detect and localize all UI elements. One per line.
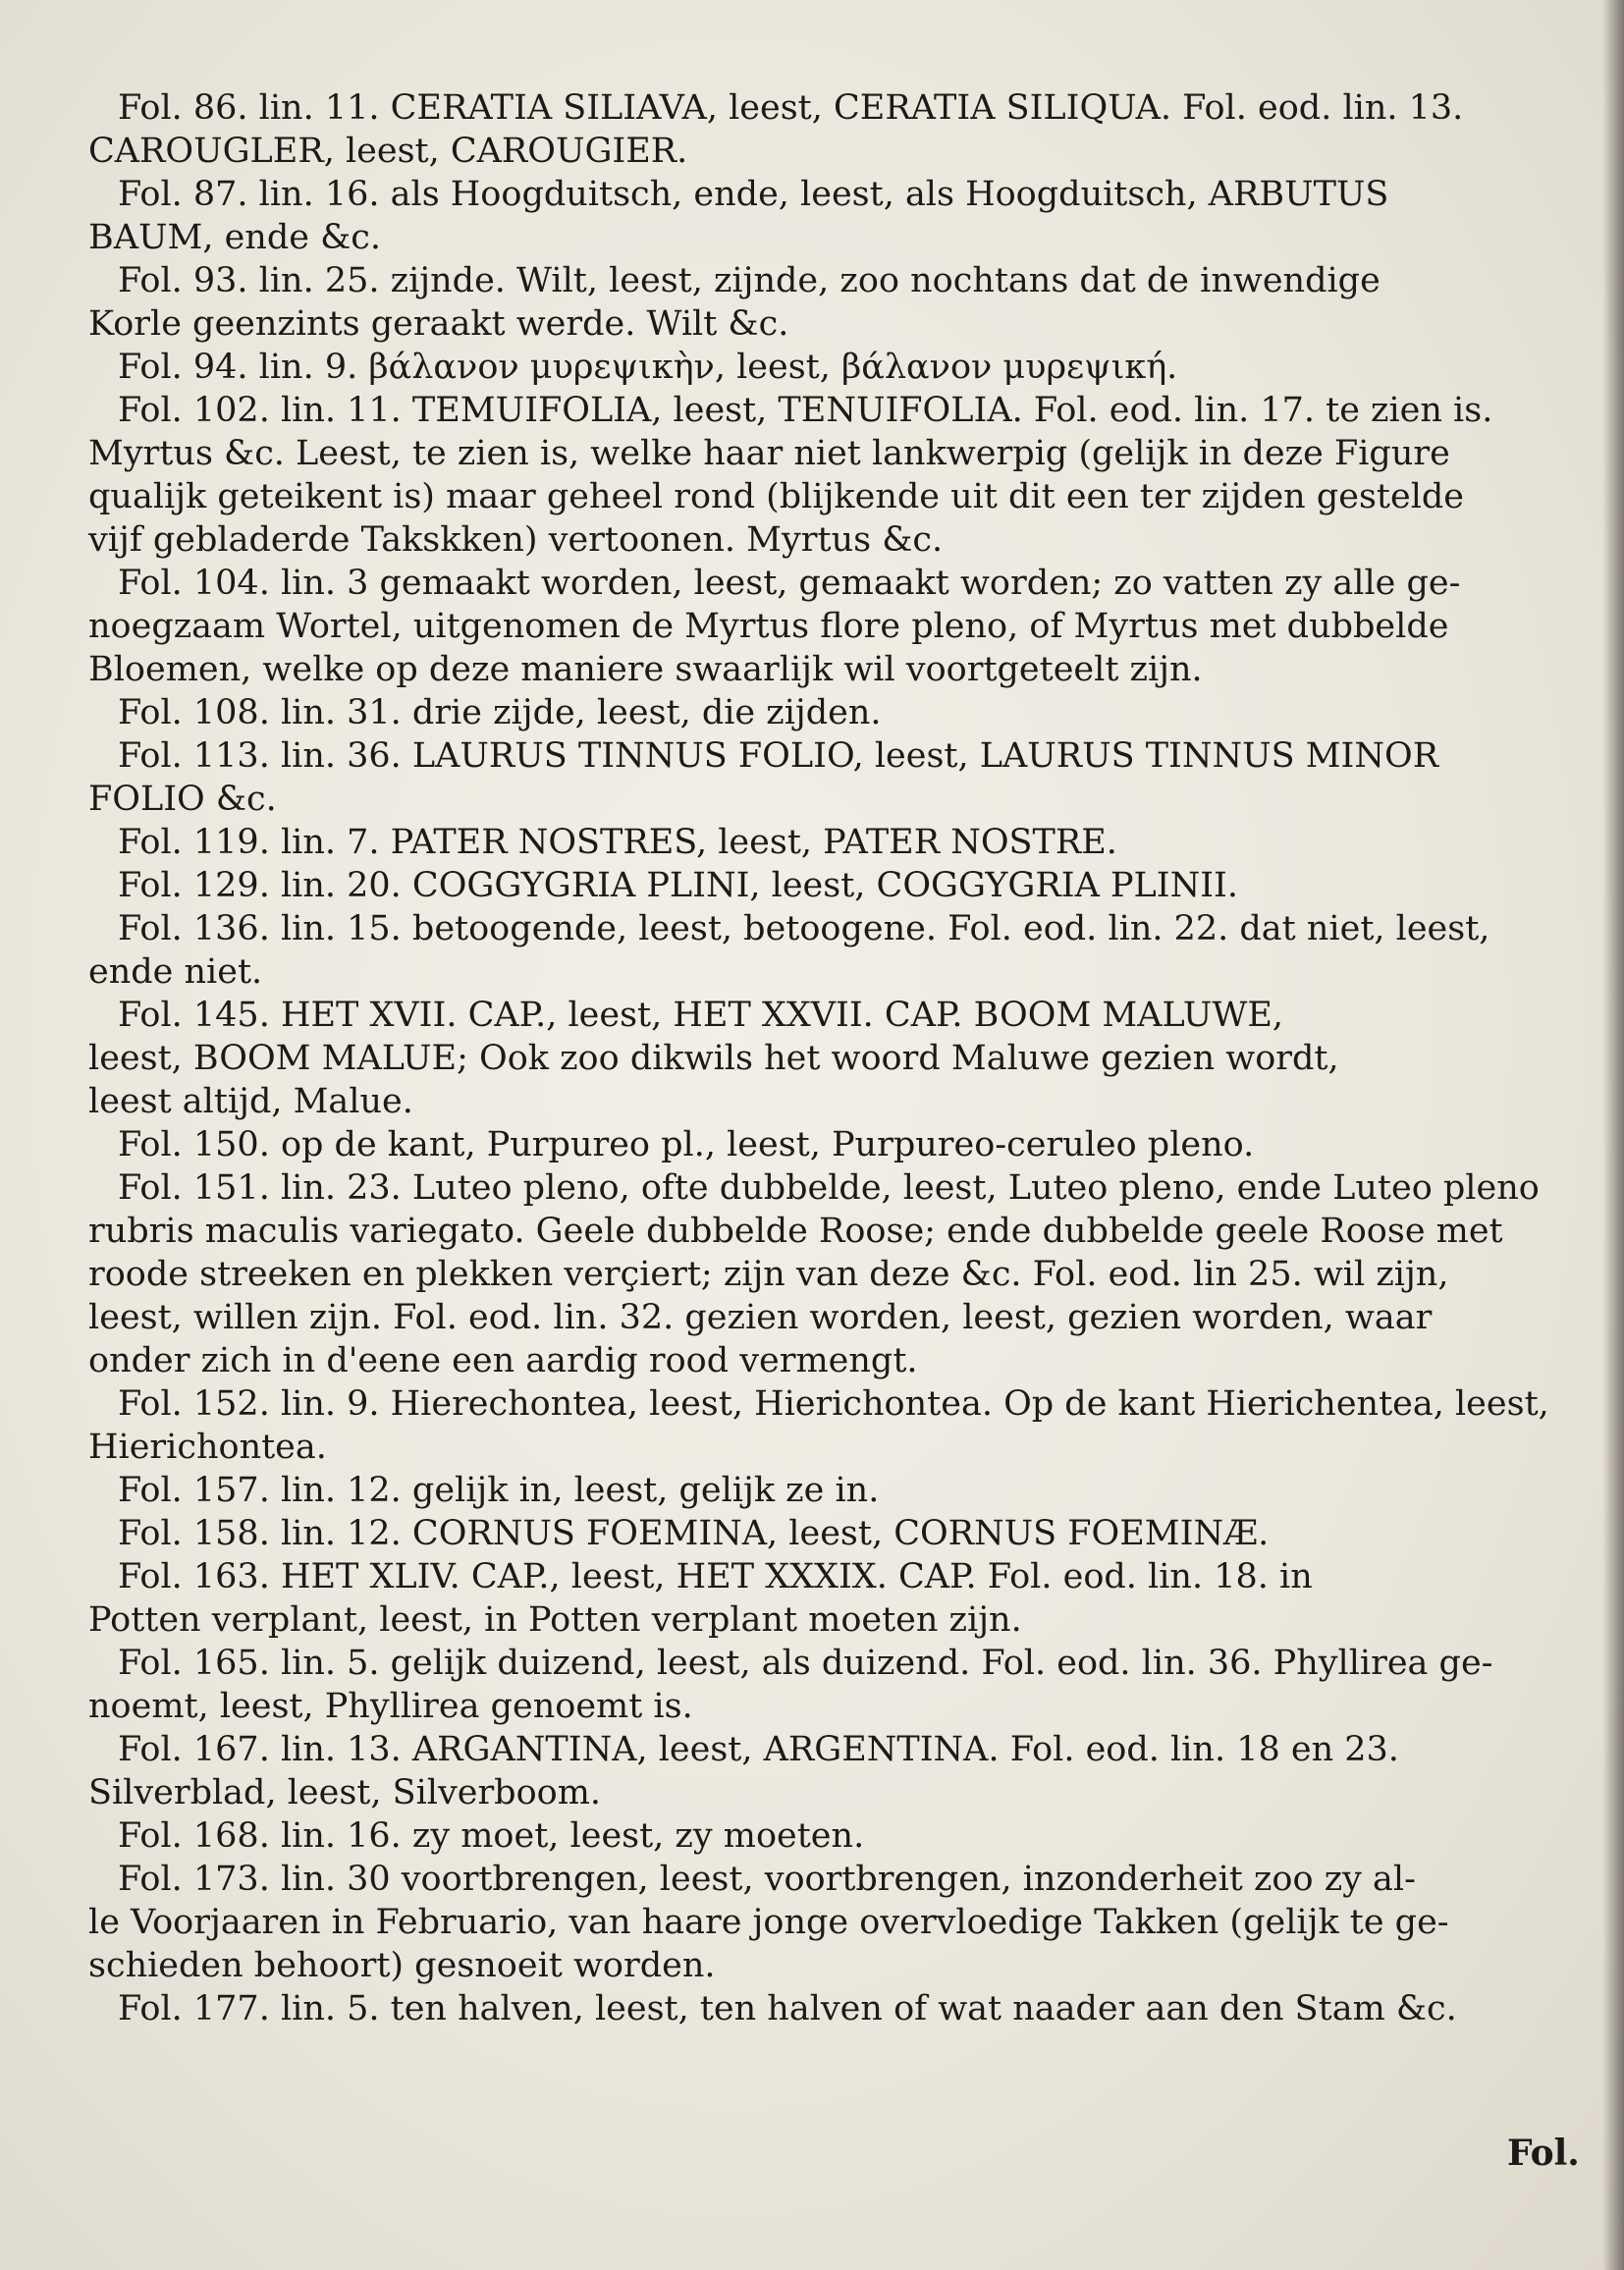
text-line: roode streeken en plekken verçiert; zijn van deze &c. Fol. eod. lin 25. wil zijn, [88,1255,1449,1294]
text-line: Fol. 87. lin. 16. als Hoogduitsch, ende, leest, als Hoogduitsch, ARBUTUS [118,175,1389,214]
text-line: leest altijd, Malue. [88,1082,413,1121]
errata-text [88,86,1581,2030]
text-line: noegzaam Wortel, uitgenomen de Myrtus flore pleno, of Myrtus met dubbelde [88,607,1449,646]
text-line: BAUM, ende &c. [88,218,381,257]
text-line: Fol. 94. lin. 9. βάλανον μυρεψικὴν, leest, βάλανον μυρεψική. [118,348,1178,387]
text-line: leest, BOOM MALUE; Ook zoo dikwils het woord Maluwe gezien wordt, [88,1039,1339,1078]
text-line: le Voorjaaren in Februario, van haare jonge overvloedige Takken (gelijk te ge- [88,1903,1449,1942]
text-line: Fol. 152. lin. 9. Hierechontea, leest, Hierichontea. Op de kant Hierichentea, leest, [118,1384,1549,1424]
text-line: Silverblad, leest, Silverboom. [88,1773,602,1812]
text-line: Fol. 129. lin. 20. COGGYGRIA PLINI, leest, COGGYGRIA PLINII. [118,866,1238,905]
text-line: Hierichontea. [88,1428,327,1467]
text-line: Fol. 104. lin. 3 gemaakt worden, leest, gemaakt worden; zo vatten zy alle ge- [118,564,1461,603]
text-line: Potten verplant, leest, in Potten verplant moeten zijn. [88,1600,1022,1640]
text-line: Fol. 158. lin. 12. CORNUS FOEMINA, leest, CORNUS FOEMINÆ. [118,1514,1270,1553]
text-line: Fol. 173. lin. 30 voortbrengen, leest, voortbrengen, inzonderheit zoo zy al- [118,1860,1416,1899]
text-line: Bloemen, welke op deze maniere swaarlijk wil voortgeteelt zijn. [88,650,1203,689]
catchword: Fol. [1507,2133,1580,2174]
text-line: CAROUGLER, leest, CAROUGIER. [88,132,688,171]
text-line: onder zich in d'eene een aardig rood vermengt. [88,1341,918,1380]
text-line: Korle geenzints geraakt werde. Wilt &c. [88,304,789,344]
text-line: Fol. 177. lin. 5. ten halven, leest, ten halven of wat naader aan den Stam &c. [118,1989,1457,2028]
text-line: Fol. 113. lin. 36. LAURUS TINNUS FOLIO, leest, LAURUS TINNUS MINOR [118,736,1439,776]
text-line: ende niet. [88,952,263,992]
text-line: noemt, leest, Phyllirea genoemt is. [88,1687,693,1726]
text-line: Fol. 150. op de kant, Purpureo pl., leest, Purpureo-ceruleo pleno. [118,1125,1255,1164]
text-line: FOLIO &c. [88,780,277,819]
text-line: Fol. 119. lin. 7. PATER NOSTRES, leest, PATER NOSTRE. [118,823,1117,862]
text-line: rubris maculis variegato. Geele dubbelde Roose; ende dubbelde geele Roose met [88,1212,1503,1251]
text-line: vijf gebladerde Takskken) vertoonen. Myrtus &c. [88,520,944,560]
text-line: Fol. 93. lin. 25. zijnde. Wilt, leest, zijnde, zoo nochtans dat de inwendige [118,261,1380,300]
text-line: Fol. 86. lin. 11. CERATIA SILIAVA, leest, CERATIA SILIQUA. Fol. eod. lin. 13. [118,88,1464,128]
text-line: Fol. 168. lin. 16. zy moet, leest, zy moeten. [118,1816,865,1856]
page-gutter-shadow [1602,0,1624,2270]
text-line: Myrtus &c. Leest, te zien is, welke haar niet lankwerpig (gelijk in deze Figure [88,434,1450,473]
text-line: Fol. 167. lin. 13. ARGANTINA, leest, ARGENTINA. Fol. eod. lin. 18 en 23. [118,1730,1399,1769]
text-line: Fol. 157. lin. 12. gelijk in, leest, gelijk ze in. [118,1471,880,1510]
text-line: Fol. 165. lin. 5. gelijk duizend, leest, als duizend. Fol. eod. lin. 36. Phyllirea ge- [118,1644,1493,1683]
text-line: Fol. 136. lin. 15. betoogende, leest, betoogene. Fol. eod. lin. 22. dat niet, leest, [118,909,1490,948]
text-line: Fol. 151. lin. 23. Luteo pleno, ofte dubbelde, leest, Luteo pleno, ende Luteo pleno [118,1168,1540,1208]
text-line: schieden behoort) gesnoeit worden. [88,1946,716,1985]
text-line: Fol. 102. lin. 11. TEMUIFOLIA, leest, TENUIFOLIA. Fol. eod. lin. 17. te zien is. [118,391,1493,430]
text-line: Fol. 145. HET XVII. CAP., leest, HET XXVII. CAP. BOOM MALUWE, [118,996,1283,1035]
text-line: leest, willen zijn. Fol. eod. lin. 32. gezien worden, leest, gezien worden, waar [88,1298,1433,1337]
text-line: qualijk geteikent is) maar geheel rond (blijkende uit dit een ter zijden gestelde [88,477,1465,516]
text-line: Fol. 108. lin. 31. drie zijde, leest, die zijden. [118,693,882,732]
text-line: Fol. 163. HET XLIV. CAP., leest, HET XXXIX. CAP. Fol. eod. lin. 18. in [118,1557,1313,1596]
